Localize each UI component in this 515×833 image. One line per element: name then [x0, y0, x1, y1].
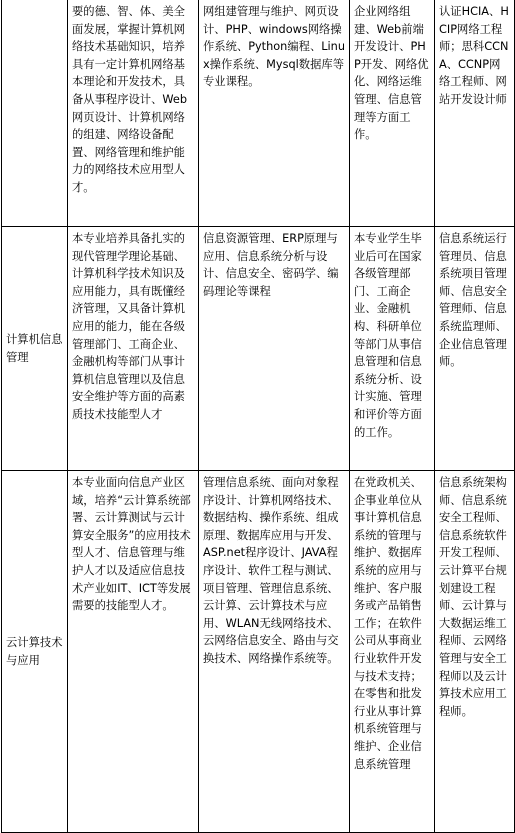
- major-name: 计算机信息管理: [6, 333, 63, 364]
- table-row: [2, 0, 515, 227]
- core-courses-text: 信息资源管理、ERP原理与应用、信息系统分析与设计、信息安全、密码学、编码理论等课程: [203, 232, 339, 298]
- core-courses-text: 网组建管理与维护、网页设计、PHP、windows网络操作系统、Python编程、Linux操作系统、Mysql数据库等专业课程。: [203, 5, 345, 89]
- training-goal-cell: [68, 471, 199, 833]
- core-courses-cell: [199, 227, 350, 471]
- major-table: [1, 0, 515, 833]
- certificates-cell: [435, 471, 515, 833]
- employment-cell: [350, 0, 435, 227]
- training-goal-text: 本专业面向信息产业区域，培养“云计算系统部署、云计算测试与云计算安全服务”的应用技术型人才、信息管理与维护人才以及适应信息技术产业如IT、ICT等发展需要的技能型人才。: [72, 476, 191, 613]
- core-courses-cell: [199, 471, 350, 833]
- training-goal-cell: [68, 227, 199, 471]
- core-courses-text: 管理信息系统、面向对象程序设计、计算机网络技术、数据结构、操作系统、组成原理、数据库应用与开发、ASP.net程序设计、JAVA程序设计、软件工程与测试、项目管理、管理信息系统、云计算、云计算技术与应用、WLAN无线网络技术、云网络信息安全、路由与交换技术、网络操作系统等。: [203, 476, 339, 665]
- core-courses-cell: [199, 0, 350, 227]
- certificates-cell: [435, 0, 515, 227]
- major-name-cell: [2, 471, 68, 833]
- employment-cell: [350, 227, 435, 471]
- training-goal-text: 要的德、智、体、美全面发展，掌握计算机网络技术基础知识，培养具有一定计算机网络基本理论和开发技术，具备从事程序设计、Web网页设计、计算机网络的组建、网络设备配置、网络管理和维护能力的网络技术应用型人才。: [72, 5, 188, 194]
- major-name-cell: [2, 227, 68, 471]
- training-goal-cell: [68, 0, 199, 227]
- certificates-text: 信息系统架构师、信息系统安全工程师、信息系统软件开发工程师、云计算平台规划建设工程师、云计算与大数据运维工程师、云网络管理与安全工程师以及云计算技术应用工程师。: [439, 476, 507, 718]
- employment-cell: [350, 471, 435, 833]
- major-name: 云计算技术与应用: [6, 636, 63, 667]
- certificates-text: 信息系统运行管理员、信息系统项目管理师、信息安全管理师、信息系统监理师、企业信息管理师。: [439, 232, 507, 369]
- certificates-text: 认证HCIA、HCIP网络工程师；思科CCNA、CCNP网络工程师、网站开发设计师: [439, 5, 509, 106]
- employment-text: 在党政机关、企事业单位从事计算机信息系统的管理与维护、数据库系统的应用与维护、客户服务或产品销售工作；在软件公司从事商业行业软件开发与技术支持；在零售和批发行业从事计算机系统管理与维护、企业信息系统管理: [354, 476, 422, 771]
- table-row: [2, 471, 515, 833]
- employment-text: 本专业学生毕业后可在国家各级管理部门、工商企业、金融机构、科研单位等部门从事信息管理和信息系统分析、设计实施、管理和评价等方面的工作。: [354, 232, 422, 439]
- training-goal-text: 本专业培养具备扎实的现代管理学理论基础、计算机科学技术知识及应用能力，具有既懂经济管理，又具备计算机应用的能力，能在各级管理部门、工商企业、金融机构等部门从事计算机信息管理以及信息安全维护等方面的高素质技术技能型人才: [72, 232, 185, 421]
- employment-text: 企业网络组建、Web前端开发设计、PHP开发、网络优化、网络运维管理、信息管理等方面工作。: [354, 5, 429, 142]
- table-row: [2, 227, 515, 471]
- certificates-cell: [435, 227, 515, 471]
- major-name-cell: [2, 0, 68, 227]
